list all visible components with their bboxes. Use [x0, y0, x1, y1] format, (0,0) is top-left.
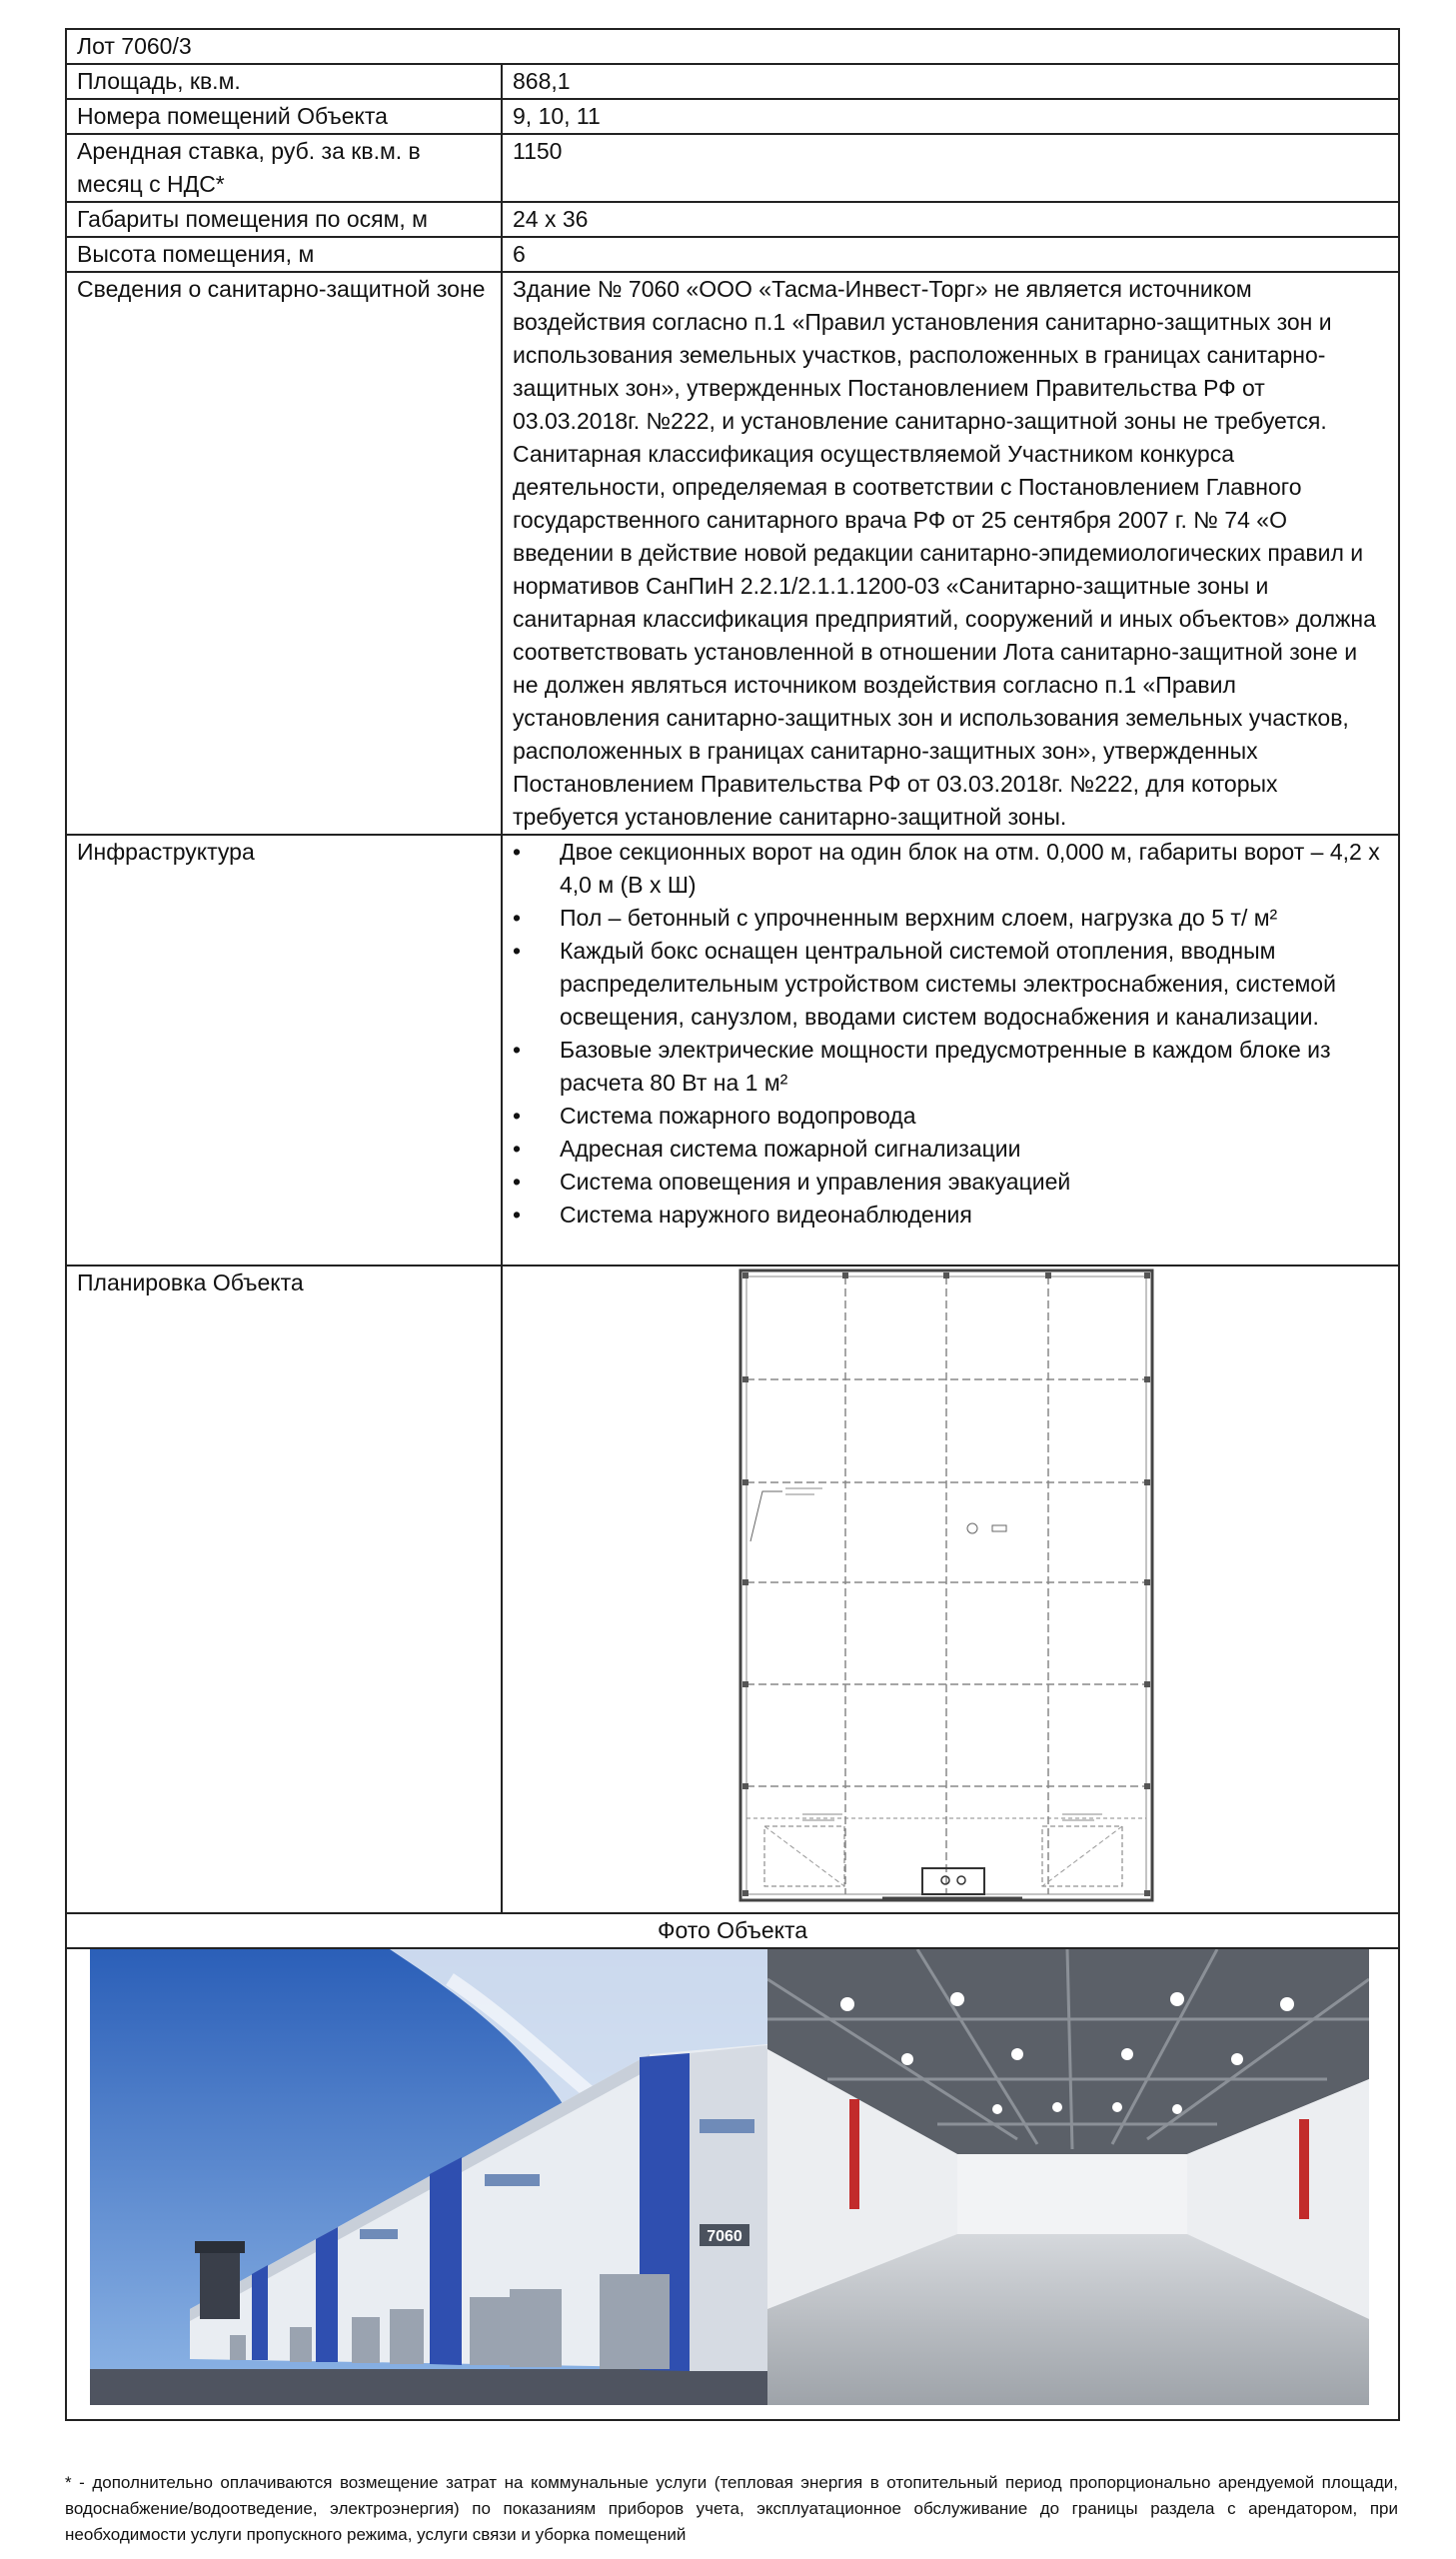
table-row: [66, 272, 1399, 835]
table-row: [66, 237, 1399, 272]
dimensions-value: 24 x 36: [502, 202, 1399, 237]
table-row: [66, 1948, 1399, 2420]
list-item: • Система оповещения и управления эвакуацией: [513, 1166, 1388, 1199]
dimensions-label: Габариты помещения по осям, м: [66, 202, 502, 237]
list-item: • Каждый бокс оснащен центральной системой отопления, вводным распределительным устройством системы электроснабжения, системой освещения, санузлом, вводами систем водоснабжения и канализации.: [513, 935, 1388, 1034]
list-item: • Пол – бетонный с упрочненным верхним слоем, нагрузка до 5 т/ м²: [513, 902, 1388, 935]
lot-card: [65, 28, 1398, 2421]
height-value: 6: [502, 237, 1399, 272]
table-row: [66, 1266, 1399, 1913]
room-numbers-label: Номера помещений Объекта: [66, 99, 502, 134]
sanitary-zone-text: Здание № 7060 «ООО «Тасма-Инвест-Торг» не является источником воздействия согласно п.1 «Правил установления санитарно-защитных зон и использования земельных участков, расположенных в границах санитарно-защитных зон», утвержденных Постановлением Правительства РФ от 03.03.2018г. №222, и установление санитарно-защитной зоны не требуется. Санитарная классификация осуществляемой Участником конкурса деятельности, определяемая в соответствии с Постановлением Главного государственного санитарного врача РФ от 25 сентября 2007 г. № 74 «О введении в действие новой редакции санитарно-эпидемиологических правил и нормативов СанПиН 2.2.1/2.1.1.1200-03 «Санитарно-защитные зоны и санитарная классификация предприятий, сооружений и иных объектов» должна соответствовать установленной в отношении Лота санитарно-защитной зоне и не должен являться источником воздействия согласно п.1 «Правил установления санитарно-защитных зон и использования земельных участков, расположенных в границах санитарно-защитных зон», утвержденных Постановлением Правительства РФ от 03.03.2018г. №222, для которых требуется установление санитарно-защитной зоны.: [502, 272, 1399, 835]
area-value: 868,1: [502, 64, 1399, 99]
rent-rate-label: Арендная ставка, руб. за кв.м. в месяц с НДС*: [66, 134, 502, 202]
lot-table: [65, 28, 1400, 2421]
floor-plan-svg: [503, 1267, 1400, 1912]
rent-rate-value: 1150: [502, 134, 1399, 202]
infrastructure-cell: [502, 835, 1399, 1266]
table-row: [66, 64, 1399, 99]
sanitary-zone-label: Сведения о санитарно-защитной зоне: [66, 272, 502, 835]
room-numbers-value: 9, 10, 11: [502, 99, 1399, 134]
table-row: [66, 134, 1399, 202]
infrastructure-list: [513, 836, 1388, 1232]
footnote: * - дополнительно оплачиваются возмещение затрат на коммунальные услуги (тепловая энергия в отопительный период пропорционально арендуемой площади, водоснабжение/водоотведение, электроэнергия) по показаниям приборов учета, эксплуатационное обслуживание до границы раздела с арендатором, при необходимости услуги пропускного режима, услуги связи и уборка помещений: [65, 2473, 1398, 2544]
list-item: • Двое секционных ворот на один блок на отм. 0,000 м, габариты ворот – 4,2 x 4,0 м (В x Ш): [513, 836, 1388, 902]
table-row: [66, 99, 1399, 134]
lot-title-row: [66, 29, 1399, 64]
area-label: Площадь, кв.м.: [66, 64, 502, 99]
infrastructure-label: Инфраструктура: [66, 835, 502, 1266]
list-item: • Базовые электрические мощности предусмотренные в каждом блоке из расчета 80 Вт на 1 м²: [513, 1034, 1388, 1100]
photo-title: Фото Объекта: [66, 1913, 1399, 1948]
warehouse-interior-photo: [767, 1949, 1369, 2405]
table-row: [66, 835, 1399, 1266]
list-item: • Система наружного видеонаблюдения: [513, 1199, 1388, 1232]
table-row: [66, 202, 1399, 237]
floor-plan-cell: [502, 1266, 1399, 1913]
photo-row: [67, 1949, 1398, 2419]
building-exterior-photo: [90, 1949, 767, 2405]
floor-plan-drawing: [503, 1267, 1398, 1912]
table-row: [66, 1913, 1399, 1948]
photo-cell: [66, 1948, 1399, 2420]
building-number: 7060: [707, 2228, 742, 2245]
list-item: • Система пожарного водопровода: [513, 1100, 1388, 1133]
height-label: Высота помещения, м: [66, 237, 502, 272]
lot-title: Лот 7060/3: [66, 29, 1399, 64]
floor-plan-label: Планировка Объекта: [66, 1266, 502, 1913]
list-item: • Адресная система пожарной сигнализации: [513, 1133, 1388, 1166]
